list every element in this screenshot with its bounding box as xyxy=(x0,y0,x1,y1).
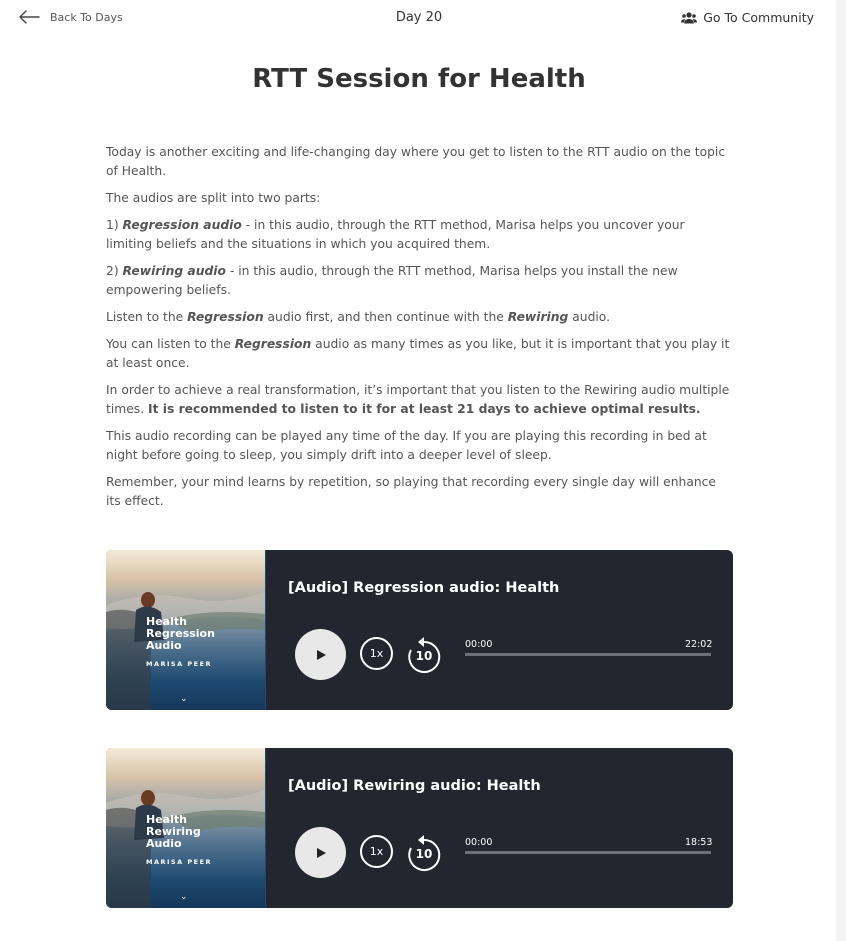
rewind-10-button[interactable] xyxy=(405,636,443,676)
cover-line: Rewiring xyxy=(146,825,201,838)
duration: 22:02 xyxy=(685,639,713,650)
emphasis: Regression xyxy=(234,337,312,351)
anytime-paragraph: This audio recording can be played any time of the day. If you are playing this recording in bed at night before going to sleep, you simply drift into a deeper level of sleep. xyxy=(106,429,707,462)
cover-divider xyxy=(265,550,266,710)
rewind-seconds: 10 xyxy=(415,649,433,663)
repeat-paragraph xyxy=(106,335,730,373)
recommendation-bold: It is recommended to listen to it for at least 21 days to achieve optimal results. xyxy=(148,402,701,416)
audio-title: [Audio] Rewiring audio: Health xyxy=(288,778,541,794)
current-time: 00:00 xyxy=(465,639,493,650)
rewind-seconds: 10 xyxy=(415,847,433,861)
rewiring-description: - in this audio, through the RTT method, Marisa helps you install the new empowering beliefs. xyxy=(106,264,678,297)
current-time: 00:00 xyxy=(465,837,493,848)
playback-speed-button[interactable]: 1x xyxy=(360,835,393,868)
go-to-community-link[interactable] xyxy=(681,10,814,25)
rewiring-emphasis: Rewiring audio xyxy=(122,264,226,278)
split-paragraph: The audios are split into two parts: xyxy=(106,191,321,205)
intro-paragraph: Today is another exciting and life-changing day where you get to listen to the RTT audio on the topic of Health. xyxy=(106,145,726,178)
album-cover xyxy=(106,748,265,908)
cover-title xyxy=(146,616,215,652)
cover-title xyxy=(146,814,201,850)
audio-player-rewiring xyxy=(106,748,733,908)
text: audio as many times as you like, but it is important that you play it at least once. xyxy=(106,337,730,370)
play-button[interactable] xyxy=(295,827,346,878)
chevron-down-icon: ⌄ xyxy=(180,694,188,704)
rewiring-item xyxy=(106,262,730,300)
text: You can listen to the xyxy=(106,337,235,351)
cover-line: Regression xyxy=(146,627,215,640)
emphasis: Regression xyxy=(187,310,264,324)
community-label: Go To Community xyxy=(703,10,814,25)
back-label: Back To Days xyxy=(50,10,123,24)
cover-author: MARISA PEER xyxy=(146,858,213,866)
playback-speed-button[interactable]: 1x xyxy=(360,637,393,670)
text: audio first, and then continue with the xyxy=(263,310,508,324)
session-description xyxy=(106,143,730,519)
cover-line: Health xyxy=(146,615,187,628)
audio-title: [Audio] Regression audio: Health xyxy=(288,580,560,596)
chevron-down-icon: ⌄ xyxy=(180,892,188,902)
transformation-paragraph xyxy=(106,381,730,419)
item-number: 1) xyxy=(106,218,123,232)
cover-author: MARISA PEER xyxy=(146,660,213,668)
progress-bar[interactable] xyxy=(465,851,711,854)
users-icon xyxy=(681,12,697,24)
album-cover xyxy=(106,550,265,710)
cover-line: Audio xyxy=(146,639,182,652)
rewind-10-button[interactable] xyxy=(405,834,443,874)
duration: 18:53 xyxy=(685,837,713,848)
emphasis: Rewiring xyxy=(507,310,569,324)
regression-description: - in this audio, through the RTT method, Marisa helps you uncover your limiting beliefs and the situations in which you acquired them. xyxy=(106,218,685,251)
text: In order to achieve a real transformation, it’s important that you listen to the Rewiring audio multiple times. xyxy=(106,383,730,416)
cover-divider xyxy=(265,748,266,908)
text: Listen to the xyxy=(106,310,188,324)
play-button[interactable] xyxy=(295,629,346,680)
item-number: 2) xyxy=(106,264,123,278)
page-title: RTT Session for Health xyxy=(252,64,586,94)
cover-line: Audio xyxy=(146,837,182,850)
repetition-paragraph: Remember, your mind learns by repetition, so playing that recording every single day will enhance its effect. xyxy=(106,475,716,508)
progress-bar[interactable] xyxy=(465,653,711,656)
regression-item xyxy=(106,216,730,254)
play-icon xyxy=(315,649,327,661)
regression-emphasis: Regression audio xyxy=(122,218,242,232)
day-label: Day 20 xyxy=(395,10,443,25)
top-bar xyxy=(0,0,836,36)
text: audio. xyxy=(568,310,611,324)
audio-player-regression xyxy=(106,550,733,710)
listen-order-paragraph xyxy=(106,308,730,327)
play-icon xyxy=(315,847,327,859)
cover-line: Health xyxy=(146,813,187,826)
